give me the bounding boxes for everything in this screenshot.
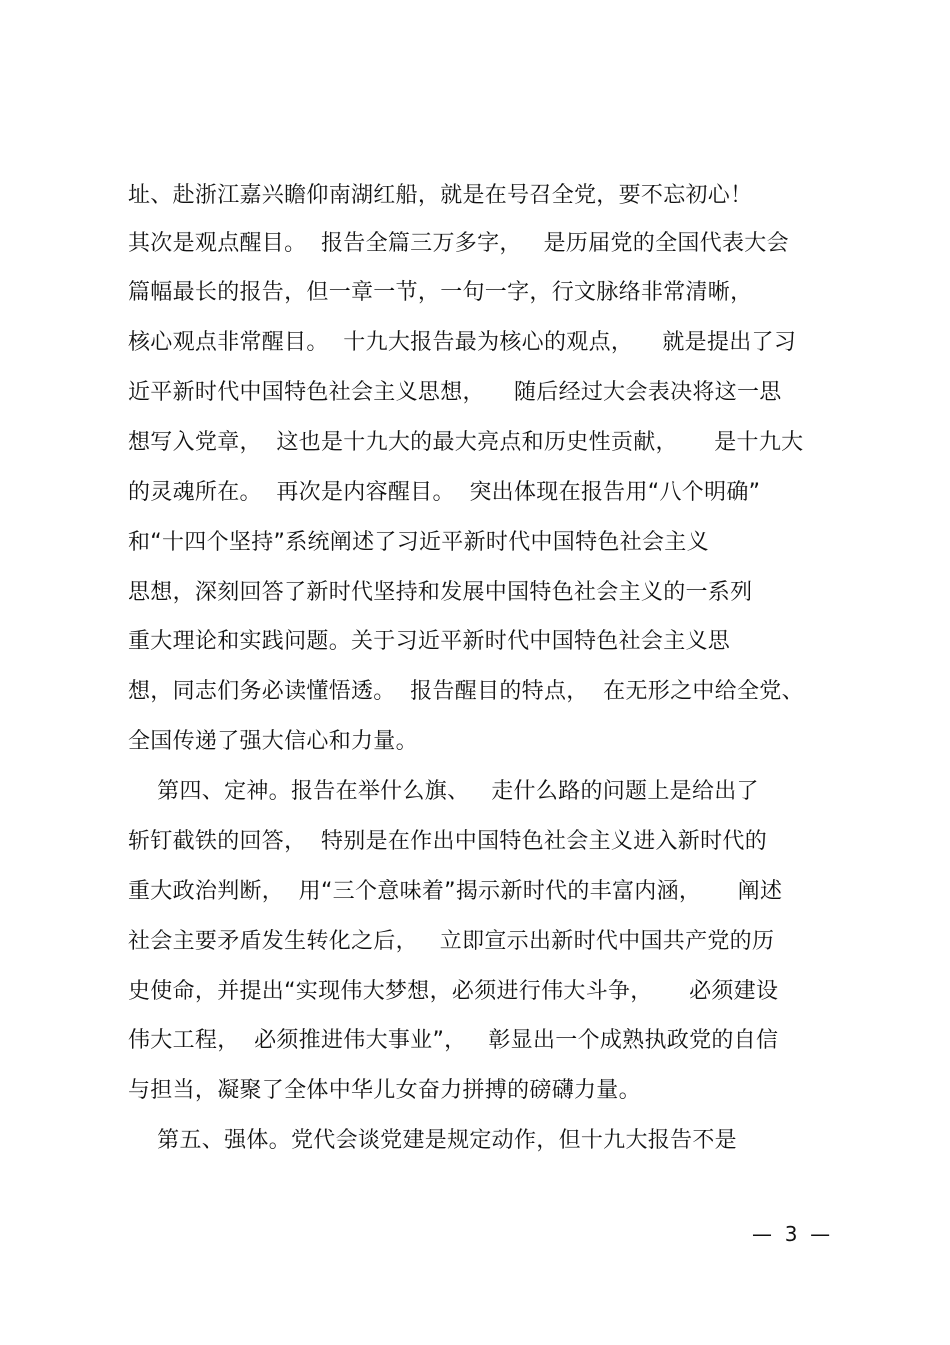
text-line: 斩钉截铁的回答， 特别是在作出中国特色社会主义进入新时代的 <box>128 829 767 854</box>
text-line: 想写入党章， 这也是十九大的最大亮点和历史性贡献， 是十九大 <box>128 430 804 455</box>
text-line: 的灵魂所在。 再次是内容醒目。 突出体现在报告用“八个明确” <box>128 480 761 505</box>
text-line: 伟大工程， 必须推进伟大事业”， 彰显出一个成熟执政党的自信 <box>128 1028 779 1053</box>
text-line: 址、赴浙江嘉兴瞻仰南湖红船，就是在号召全党，要不忘初心！ <box>128 183 753 208</box>
text-line: 社会主要矛盾发生转化之后， 立即宣示出新时代中国共产党的历 <box>128 929 775 954</box>
text-line: 重大理论和实践问题。关于习近平新时代中国特色社会主义思 <box>128 629 731 654</box>
text-line: 与担当，凝聚了全体中华儿女奋力拼搏的磅礴力量。 <box>128 1078 641 1103</box>
text-line: 全国传递了强大信心和力量。 <box>128 729 418 754</box>
page-number: — 3 — <box>752 1222 831 1246</box>
text-line: 篇幅最长的报告，但一章一节，一句一字，行文脉络非常清晰， <box>128 280 753 305</box>
text-line: 和“十四个坚持”系统阐述了习近平新时代中国特色社会主义 <box>128 530 709 555</box>
text-line: 想，同志们务必读懂悟透。 报告醒目的特点， 在无形之中给全党、 <box>128 679 804 704</box>
text-line: 重大政治判断， 用“三个意味着”揭示新时代的丰富内涵， 阐述 <box>128 879 783 904</box>
text-line: 近平新时代中国特色社会主义思想， 随后经过大会表决将这一思 <box>128 380 782 405</box>
text-line: 第五、强体。党代会谈党建是规定动作，但十九大报告不是 <box>128 1128 737 1153</box>
text-line: 第四、定神。报告在举什么旗、 走什么路的问题上是给出了 <box>128 779 759 804</box>
text-line: 史使命，并提出“实现伟大梦想，必须进行伟大斗争， 必须建设 <box>128 979 779 1004</box>
text-line: 核心观点非常醒目。 十九大报告最为核心的观点， 就是提出了习 <box>128 330 797 355</box>
text-line: 思想，深刻回答了新时代坚持和发展中国特色社会主义的一系列 <box>128 580 753 605</box>
text-line: 其次是观点醒目。 报告全篇三万多字， 是历届党的全国代表大会 <box>128 231 789 256</box>
